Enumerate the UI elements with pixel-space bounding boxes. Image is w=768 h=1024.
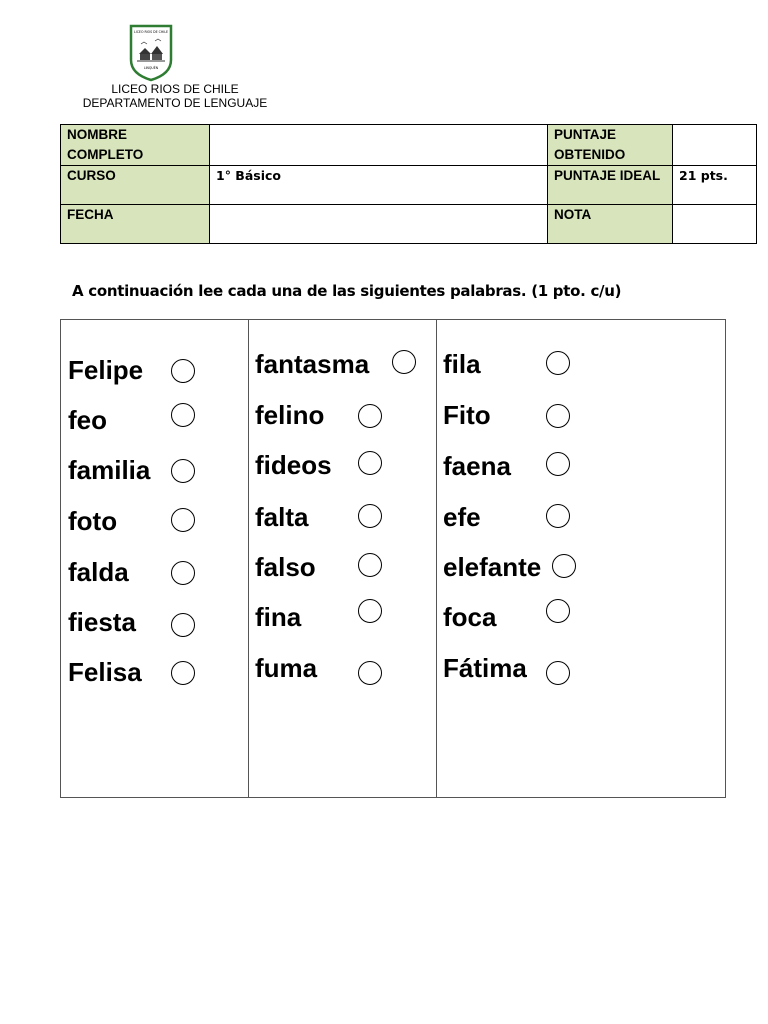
fecha-label: FECHA [61,205,210,244]
puntaje-obtenido-label: PUNTAJE OBTENIDO [548,125,673,166]
svg-text:LINQUÉN: LINQUÉN [143,66,159,70]
word-item: fiesta [68,607,136,637]
curso-label: CURSO [61,166,210,205]
reading-check-circle[interactable] [171,613,195,637]
student-info-table [60,124,757,244]
school-name: LICEO RIOS DE CHILE [111,82,239,96]
reading-check-circle[interactable] [358,661,382,685]
word-item: fuma [255,653,318,683]
word-item: Fátima [443,653,527,683]
reading-check-circle[interactable] [358,599,382,623]
reading-check-circle[interactable] [171,508,195,532]
reading-check-circle[interactable] [546,504,570,528]
word-item: foto [68,506,118,536]
reading-check-circle[interactable] [171,561,195,585]
column-divider [248,320,249,797]
nombre-field[interactable] [210,125,548,166]
word-item: faena [443,451,511,481]
word-item: falda [68,557,129,587]
word-item: feo [68,405,107,435]
fecha-field[interactable] [210,205,548,244]
school-heading [60,82,290,110]
reading-check-circle[interactable] [171,359,195,383]
reading-check-circle[interactable] [358,553,382,577]
nota-field[interactable] [673,205,757,244]
word-item: fantasma [255,349,370,379]
department-name: DEPARTAMENTO DE LENGUAJE [82,96,268,110]
word-list-box [60,319,726,798]
curso-value: 1° Básico [210,166,548,205]
nombre-label: NOMBRE COMPLETO [61,125,210,166]
column-divider [436,320,437,797]
svg-text:LICEO RIOS DE CHILE: LICEO RIOS DE CHILE [133,30,169,34]
reading-check-circle[interactable] [358,404,382,428]
word-item: Felisa [68,657,142,687]
word-item: falso [255,552,316,582]
word-item: felino [255,400,325,430]
reading-check-circle[interactable] [392,350,416,374]
reading-check-circle[interactable] [546,599,570,623]
reading-check-circle[interactable] [171,661,195,685]
reading-check-circle[interactable] [358,451,382,475]
puntaje-ideal-value: 21 pts. [673,166,757,205]
word-item: fila [443,349,481,379]
word-item: foca [443,602,497,632]
reading-check-circle[interactable] [546,661,570,685]
reading-check-circle[interactable] [546,404,570,428]
word-item: fina [255,602,302,632]
word-item: efe [443,502,481,532]
word-item: familia [68,455,151,485]
reading-check-circle[interactable] [546,452,570,476]
word-item: fideos [255,450,332,480]
instruction-text: A continuación lee cada una de las siguientes palabras. (1 pto. c/u) [72,282,622,300]
reading-check-circle[interactable] [546,351,570,375]
word-item: falta [255,502,309,532]
word-item: Felipe [68,355,144,385]
puntaje-ideal-label: PUNTAJE IDEAL [548,166,673,205]
reading-check-circle[interactable] [358,504,382,528]
puntaje-obtenido-field[interactable] [673,125,757,166]
school-logo [129,24,173,82]
reading-check-circle[interactable] [552,554,576,578]
nota-label: NOTA [548,205,673,244]
word-item: Fito [443,400,491,430]
reading-check-circle[interactable] [171,459,195,483]
reading-check-circle[interactable] [171,403,195,427]
word-item: elefante [443,552,542,582]
